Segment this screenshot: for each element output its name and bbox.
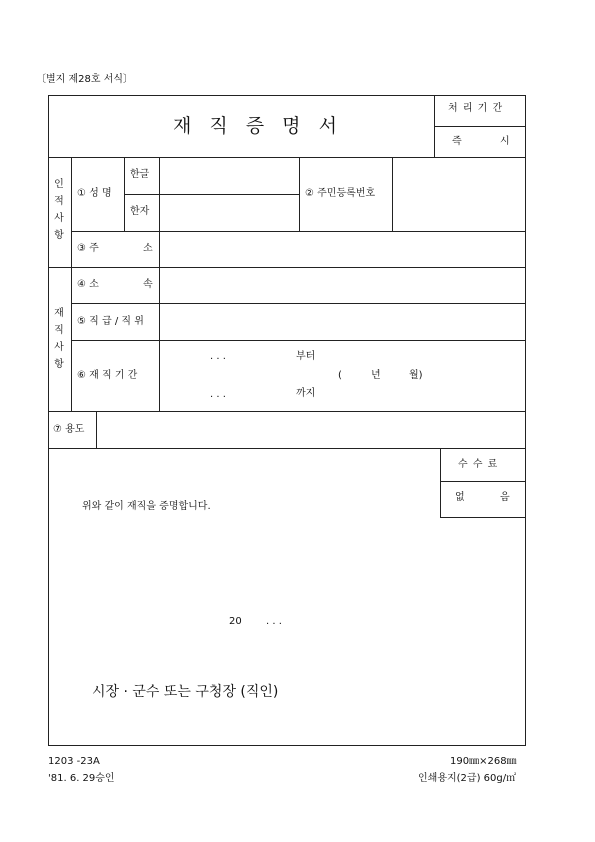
fee-box-bottom xyxy=(440,517,526,518)
processing-period-label: 처 리 기 간 xyxy=(448,103,504,114)
paper-size: 190㎜×268㎜ xyxy=(450,756,517,767)
position-label: ⑤ 직 급 / 직 위 xyxy=(77,316,144,327)
fee-box-left xyxy=(440,448,441,517)
document-title: 재 직 증 명 서 xyxy=(173,115,343,137)
name-hangul-field[interactable] xyxy=(160,158,299,194)
department-field[interactable] xyxy=(160,268,526,303)
purpose-label: ⑦ 용도 xyxy=(53,424,85,435)
name-label-divider xyxy=(124,157,125,231)
processing-period-value-right: 시 xyxy=(500,136,510,147)
period-from-date[interactable]: . . . xyxy=(210,351,226,362)
certification-statement: 위와 같이 재직을 증명합니다. xyxy=(82,501,211,512)
duration-open-paren: ( xyxy=(338,370,342,381)
position-field[interactable] xyxy=(160,304,526,340)
fee-divider xyxy=(440,481,526,482)
position-row-bottom xyxy=(71,340,526,341)
period-to-date[interactable]: . . . xyxy=(210,389,226,400)
employment-period-label: ⑥ 재 직 기 간 xyxy=(77,370,138,381)
personal-info-section-label: 인 적 사 항 xyxy=(54,179,64,241)
duration-month-label: 월) xyxy=(409,370,423,381)
date-dots[interactable]: . . . xyxy=(266,616,282,627)
department-label-right: 속 xyxy=(143,279,153,290)
purpose-field[interactable] xyxy=(97,412,526,448)
approval-date: '81. 6. 29승인 xyxy=(48,773,115,784)
form-number-note: 〔별지 제28호 서식〕 xyxy=(36,74,134,85)
department-label-left: ④ 소 xyxy=(77,279,99,290)
name-label: ① 성 명 xyxy=(77,188,112,199)
fee-value-left: 없 xyxy=(455,492,465,503)
date-prefix: 20 xyxy=(229,616,242,627)
period-from-label: 부터 xyxy=(296,351,316,362)
rrn-left-divider xyxy=(299,157,300,231)
section-column-divider xyxy=(71,157,72,411)
paper-spec: 인쇄용지(2급) 60g/㎡ xyxy=(418,773,517,784)
name-hangul-label: 한글 xyxy=(130,169,150,180)
purpose-row-bottom xyxy=(48,448,526,449)
fee-value-right: 음 xyxy=(500,492,510,503)
name-hanja-field[interactable] xyxy=(160,195,299,231)
issuer-signature-line: 시장 · 군수 또는 구청장 (직인) xyxy=(92,684,279,700)
processing-divider xyxy=(434,126,526,127)
address-label-left: ③ 주 xyxy=(77,243,99,254)
address-label-right: 소 xyxy=(143,243,153,254)
address-field[interactable] xyxy=(160,232,526,267)
name-hanja-label: 한자 xyxy=(130,206,150,217)
period-to-label: 까지 xyxy=(296,388,316,399)
title-processing-divider xyxy=(434,95,435,157)
duration-year-label: 년 xyxy=(371,370,381,381)
rrn-field[interactable] xyxy=(393,158,526,231)
fee-label: 수 수 료 xyxy=(458,459,499,470)
processing-period-value-left: 즉 xyxy=(452,136,462,147)
employment-info-section-label: 재 직 사 항 xyxy=(54,308,64,370)
rrn-label: ② 주민등록번호 xyxy=(305,188,376,199)
form-code: 1203 -23A xyxy=(48,756,100,767)
